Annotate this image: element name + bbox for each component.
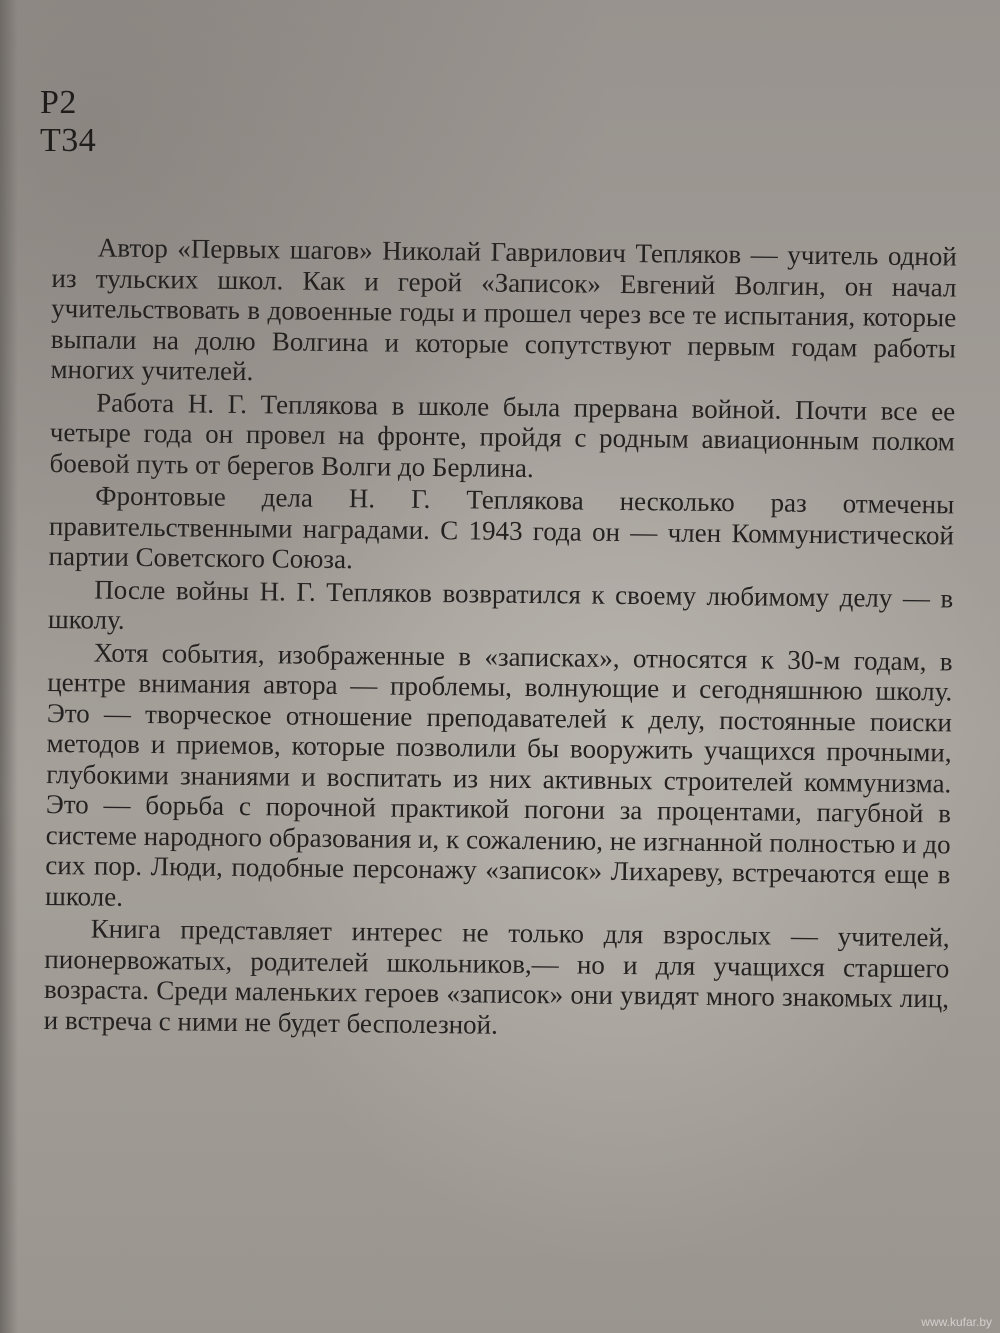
paragraph-audience: Книга представляет интерес не только для взрослых — учителей, пионервожатых, родителей школьников,— но и для учащихся старшего возраста. Среди маленьких героев «записок» они увидят много знакомых лиц, и встреча с ними не будет бесполезной. (43, 913, 950, 1040)
page-shadow-edge (0, 0, 18, 1333)
catalog-codes (40, 84, 96, 160)
catalog-code-2: Т34 (40, 122, 97, 159)
paragraph-return: После войны Н. Г. Тепляков возвратился к своему любимому делу — в школу. (47, 573, 954, 635)
paragraph-war: Работа Н. Г. Теплякова в школе была прервана войной. Почти все ее четыре года он провел на фронте, пройдя с родным авиационным полком боевой путь от берегов Волги до Берлина. (49, 386, 956, 483)
paragraph-problems: Хотя события, изображенные в «записках», относятся к 30-м годам, в центре внимания автора — проблемы, волнующие и сегодняшнюю школу. Это — творческое отношение преподавателей к делу, постоянные поиски методов и приемов, которые позволили бы вооружить учащихся прочными, глубокими знаниями и воспитать из них активных строителей коммунизма. Это — борьба с порочной практикой погони за процентами, пагубной в системе народного образования и, к сожалению, не изгнанной полностью и до сих пор. Люди, подобные персонажу «записок» Лихареву, встречаются еще в школе. (44, 636, 953, 912)
site-watermark: www.kufar.by (921, 1315, 992, 1329)
annotation-text (44, 232, 957, 1046)
paragraph-author: Автор «Первых шагов» Николай Гаврилович Тепляков — учитель одной из тульских школ. Как и герой «Записок» Евгений Волгин, он начал учительствовать в довоенные годы и прошел через все те испытания, которые выпали на долю Волгина и которые сопутствуют первым годам работы многих учителей. (50, 232, 957, 387)
catalog-code-1: Р2 (40, 84, 77, 121)
paragraph-awards: Фронтовые дела Н. Г. Теплякова несколько раз отмечены правительственными наградами. С 1943 года он — член Коммунистической партии Советского Союза. (48, 480, 955, 575)
